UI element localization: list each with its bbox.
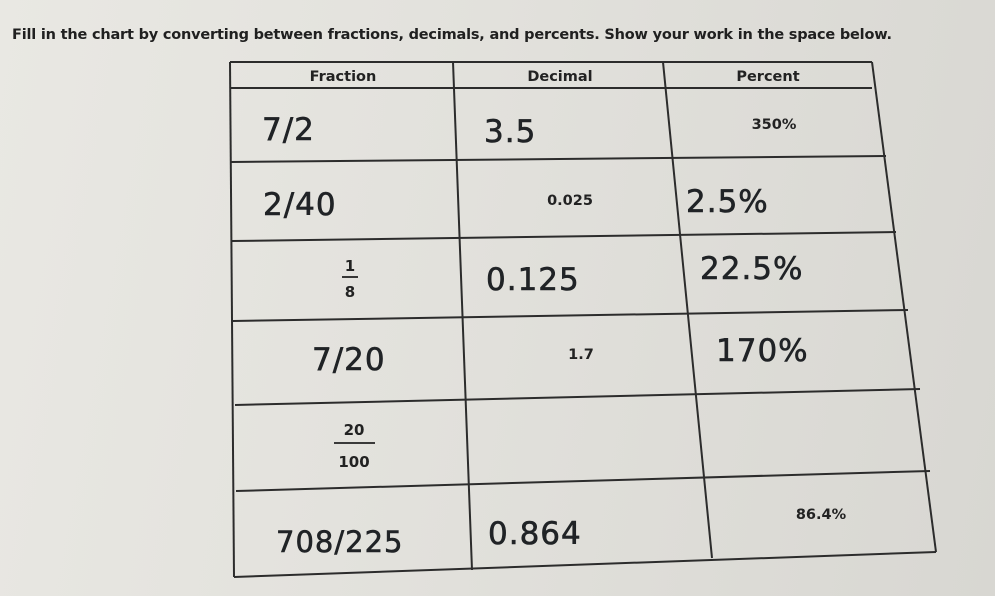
cell-percent-handwritten: 2.5% [686,184,769,220]
fraction-denominator: 100 [338,453,370,471]
fraction-denominator: 8 [344,283,356,301]
table-row [342,251,803,301]
cell-fraction-handwritten: 7/20 [312,342,386,378]
table-row [334,421,375,471]
cell-percent-typed: 86.4% [795,507,847,523]
table-row [312,333,809,378]
cell-decimal-typed: 0.025 [547,193,593,209]
cell-percent-typed: 350% [751,117,797,133]
header-percent: Percent [736,69,800,85]
cell-fraction-handwritten: 708/225 [276,525,404,559]
cell-fraction-handwritten: 7/2 [262,112,315,148]
cell-decimal-typed: 1.7 [568,347,594,363]
table-row [276,507,847,559]
cell-percent-handwritten: 170% [716,333,809,369]
table-grid [230,62,936,577]
cell-fraction-stacked [342,257,358,301]
instructions: Fill in the chart by converting between fractions, decimals, and percents. Show your work in the space below. [12,27,892,43]
cell-decimal-handwritten: 0.864 [488,516,582,552]
fraction-numerator: 1 [344,257,356,275]
cell-fraction-stacked [334,421,375,471]
table-row [263,184,769,223]
fraction-numerator: 20 [343,421,365,439]
cell-decimal-handwritten: 3.5 [484,114,537,150]
table-header-row [310,69,800,85]
header-fraction: Fraction [309,69,377,85]
cell-percent-handwritten: 22.5% [700,251,804,287]
cell-fraction-handwritten: 2/40 [263,187,337,223]
header-decimal: Decimal [527,69,593,85]
cell-decimal-handwritten: 0.125 [486,262,580,298]
table-row [262,112,797,150]
